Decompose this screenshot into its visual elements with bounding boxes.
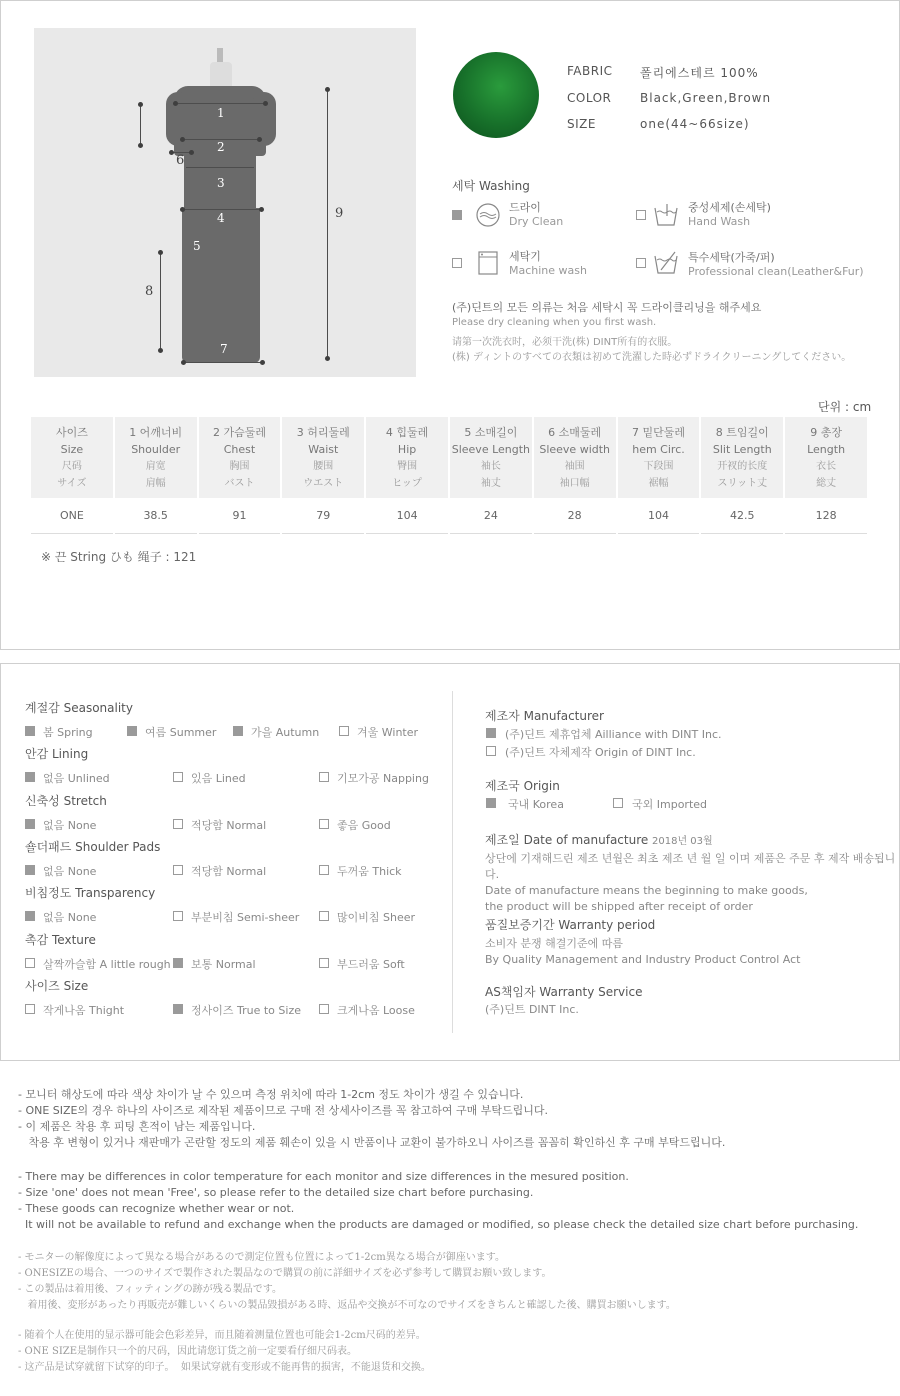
note-line: 着用後、変形があったり再販売が難しいくらいの製品毀損がある時、返品や交換が不可なのでサイズをきちんと確認した後、購買お願いします。	[18, 1300, 676, 1311]
date-value: 2018년 03월	[652, 836, 713, 847]
attribute-option-checkbox[interactable]	[25, 958, 35, 968]
attribute-option-checkbox[interactable]	[25, 726, 35, 736]
notes-zh	[18, 1328, 431, 1376]
attribute-option-checkbox[interactable]	[173, 819, 183, 829]
washing-note-en: Please dry cleaning when you first wash.	[452, 317, 657, 328]
attribute-option-checkbox[interactable]	[25, 1004, 35, 1014]
attribute-option-label: 기모가공 Napping	[337, 772, 429, 786]
cell-shoulder: 38.5	[115, 498, 197, 534]
attribute-option-label: 없음 None	[43, 911, 97, 925]
note-line: - 随着个人在使用的显示器可能会色彩差异，而且随着测量位置也可能会1-2cm尺码的差异。	[18, 1330, 426, 1341]
measure-dot	[158, 348, 163, 353]
attribute-option-checkbox[interactable]	[319, 1004, 329, 1014]
attribute-option-label: 없음 None	[43, 864, 97, 878]
size-info-panel	[0, 0, 900, 650]
warranty-title: 품질보증기간 Warranty period	[485, 918, 656, 932]
attribute-option-label: 적당함 Normal	[191, 864, 267, 878]
dry-clean-label	[509, 201, 563, 229]
date-line-en-2: the product will be shipped after receipt of order	[485, 900, 753, 913]
cell-chest: 91	[199, 498, 281, 534]
header-waist: 3 허리둘레 Waist 腰围 ウエスト	[282, 417, 364, 498]
washing-note-zh: 请第一次洗衣时，必须干洗(株) DINT所有的衣服。	[452, 337, 678, 348]
attribute-option-label: 있음 Lined	[191, 772, 246, 786]
washing-note-ja: (株) ディントのすべての衣類は初めて洗濯した時必ずドライクリーニングしてください。	[452, 352, 852, 363]
cell-hip: 104	[366, 498, 448, 534]
washing-title: 세탁 Washing	[452, 179, 530, 193]
attribute-option-checkbox[interactable]	[173, 865, 183, 875]
measure-dot	[169, 150, 174, 155]
attribute-option-label: 정사이즈 True to Size	[191, 1003, 301, 1017]
attribute-option-checkbox[interactable]	[319, 772, 329, 782]
attribute-option-checkbox[interactable]	[173, 1004, 183, 1014]
measure-number-2: 2	[217, 140, 225, 154]
attribute-title: 안감 Lining	[25, 747, 89, 762]
measure-dot	[181, 360, 186, 365]
header-hem: 7 밑단둘레 hem Circ. 下段围 裾幅	[618, 417, 700, 498]
note-line: - These goods can recognize whether wear or not.	[18, 1202, 295, 1215]
measure-dot	[158, 250, 163, 255]
measure-number-9: 9	[335, 206, 344, 221]
note-line: - ONE SIZE의 경우 하나의 사이즈로 제작된 제품이므로 구매 전 상세사이즈를 꼭 참고하여 구매 부탁드립니다.	[18, 1104, 549, 1117]
note-line: - 모니터 해상도에 따라 색상 차이가 날 수 있으며 측정 위치에 따라 1-2cm 정도 차이가 생길 수 있습니다.	[18, 1088, 524, 1101]
measure-line-hip	[182, 209, 262, 210]
dress-sleeve-left	[166, 92, 190, 146]
origin-korea-label: 국내 Korea	[508, 798, 564, 811]
note-line: - この製品は着用後、フィッティングの跡が残る製品です。	[18, 1284, 282, 1295]
measure-dot	[325, 356, 330, 361]
warranty-line-en: By Quality Management and Industry Product Control Act	[485, 953, 801, 966]
attribute-option-checkbox[interactable]	[25, 772, 35, 782]
note-line: - There may be differences in color temperature for each monitor and size differences in the mesured position.	[18, 1170, 629, 1183]
manufacturer-title: 제조자 Manufacturer	[485, 709, 604, 723]
hand-wash-checkbox[interactable]	[636, 210, 646, 220]
manufacturer-alliance-checkbox[interactable]	[486, 728, 496, 738]
hand-wash-label	[688, 201, 771, 229]
unit-label: 단위 : cm	[818, 400, 872, 414]
fabric-value: 폴리에스테르 100%	[640, 66, 759, 80]
size-table	[29, 417, 869, 534]
measure-line-length	[327, 90, 328, 360]
table-row	[31, 498, 867, 534]
cell-length: 128	[785, 498, 867, 534]
attribute-option-checkbox[interactable]	[319, 819, 329, 829]
service-title: AS책임자 Warranty Service	[485, 985, 643, 999]
fabric-label: FABRIC	[567, 64, 613, 78]
measure-dot	[259, 207, 264, 212]
origin-imported-checkbox[interactable]	[613, 798, 623, 808]
attribute-option-label: 작게나옴 Thight	[43, 1003, 125, 1017]
note-line: - ONESIZEの場合、一つのサイズで製作された製品なので購買の前に詳細サイズを必ず参考して購買お願い致します。	[18, 1268, 552, 1279]
note-line: 착용 후 변형이 있거나 재판매가 곤란할 정도의 제품 훼손이 있을 시 반품이나 교환이 불가하오니 사이즈를 꼼꼼히 확인하신 후 구매 부탁드립니다.	[18, 1136, 726, 1149]
measure-dot	[260, 360, 265, 365]
measure-number-3: 3	[217, 176, 225, 190]
attribute-option-label: 많이비침 Sheer	[337, 911, 416, 925]
cell-sleeve-length: 24	[450, 498, 532, 534]
measure-line-shoulder	[176, 103, 266, 104]
size-table-header-row	[31, 417, 867, 498]
attribute-option-label: 보통 Normal	[191, 957, 256, 971]
note-line: It will not be available to refund and exchange when the products are damaged or modified, so please check the detailed size chart before purchasing.	[18, 1218, 859, 1231]
color-value: Black,Green,Brown	[640, 91, 772, 105]
dry-clean-checkbox[interactable]	[452, 210, 462, 220]
attribute-option-checkbox[interactable]	[319, 865, 329, 875]
professional-clean-checkbox[interactable]	[636, 258, 646, 268]
attribute-title: 비침정도 Transparency	[25, 886, 156, 901]
measure-number-4: 4	[217, 211, 225, 225]
measure-number-7: 7	[220, 342, 228, 356]
washing-note-ko: (주)딘트의 모든 의류는 처음 세탁시 꼭 드라이클리닝을 해주세요	[452, 301, 762, 314]
service-description	[485, 1002, 579, 1018]
attribute-option-checkbox[interactable]	[25, 911, 35, 921]
machine-wash-checkbox[interactable]	[452, 258, 462, 268]
measure-dot	[173, 101, 178, 106]
attribute-option-checkbox[interactable]	[173, 958, 183, 968]
service-line: (주)딘트 DINT Inc.	[485, 1003, 579, 1016]
hand-wash-icon	[653, 202, 679, 228]
attribute-option-label: 없음 None	[43, 818, 97, 832]
attribute-option-label: 겨울 Winter	[357, 726, 419, 739]
note-line: - ONE SIZE是制作只一个的尺码，因此请您订货之前一定要看仔细尺码表。	[18, 1346, 358, 1357]
column-divider	[452, 691, 453, 1033]
date-title: 제조일 Date of manufacture	[485, 833, 649, 847]
product-attributes-panel	[0, 663, 900, 1061]
attribute-option-checkbox[interactable]	[319, 958, 329, 968]
machine-wash-label	[509, 250, 587, 278]
attribute-option-label: 여름 Summer	[145, 726, 217, 739]
measure-dot	[138, 102, 143, 107]
professional-clean-label	[688, 251, 864, 279]
attribute-option-checkbox[interactable]	[173, 772, 183, 782]
cell-slit: 42.5	[701, 498, 783, 534]
dry-clean-ko: 드라이	[509, 201, 541, 214]
date-description	[485, 851, 899, 915]
attribute-title: 촉감 Texture	[25, 932, 96, 947]
color-label: COLOR	[567, 91, 612, 105]
size-value: one(44~66size)	[640, 117, 750, 131]
manufacturer-origin-checkbox[interactable]	[486, 746, 496, 756]
header-chest: 2 가슴둘레 Chest 胸围 バスト	[199, 417, 281, 498]
hand-wash-ko: 중성세제(손세탁)	[688, 201, 771, 214]
origin-imported-label: 국외 Imported	[632, 798, 708, 811]
header-size: 사이즈 Size 尺码 サイズ	[31, 417, 113, 498]
manufacturer-origin-label: (주)딘트 자체제작 Origin of DINT Inc.	[505, 746, 696, 759]
notes-ja	[18, 1250, 676, 1314]
measure-line-sleeve-length	[140, 104, 141, 146]
measure-line-slit	[160, 253, 161, 351]
measure-dot	[138, 143, 143, 148]
note-line: - モニターの解像度によって異なる場合があるので測定位置も位置によって1-2cm異なる場合が御座います。	[18, 1252, 505, 1263]
dry-clean-icon	[475, 202, 501, 228]
machine-wash-ko: 세탁기	[509, 250, 541, 263]
measure-dot	[263, 101, 268, 106]
professional-clean-icon	[653, 250, 679, 276]
cell-waist: 79	[282, 498, 364, 534]
attribute-title: 신축성 Stretch	[25, 793, 107, 808]
header-hip: 4 힙둘레 Hip 臀围 ヒップ	[366, 417, 448, 498]
date-line-en-1: Date of manufacture means the beginning to make goods,	[485, 884, 808, 897]
dress-measurement-figure	[34, 28, 416, 377]
cell-sleeve-width: 28	[534, 498, 616, 534]
notes-ko	[18, 1087, 725, 1151]
dress-skirt	[182, 208, 260, 363]
attribute-option-label: 부드러움 Soft	[337, 957, 405, 971]
machine-wash-icon	[475, 250, 501, 276]
attribute-option-label: 살짝까슬함 A little rough	[43, 957, 171, 971]
attribute-option-checkbox[interactable]	[319, 911, 329, 921]
attribute-option-checkbox[interactable]	[25, 819, 35, 829]
header-sleeve-length: 5 소매길이 Sleeve Length 袖长 袖丈	[450, 417, 532, 498]
attribute-title: 사이즈 Size	[25, 978, 89, 993]
measure-dot	[180, 207, 185, 212]
warranty-description	[485, 936, 800, 968]
attribute-option-label: 봄 Spring	[43, 726, 93, 739]
attribute-option-label: 없음 Unlined	[43, 772, 110, 786]
attribute-title: 숄더패드 Shoulder Pads	[25, 839, 161, 854]
cell-hem: 104	[618, 498, 700, 534]
hand-wash-en: Hand Wash	[688, 215, 751, 228]
measure-line-waist	[186, 167, 254, 168]
warranty-line-ko: 소비자 분쟁 해결기준에 따름	[485, 937, 624, 950]
measure-dot	[189, 150, 194, 155]
date-line-ko: 상단에 기재해드린 제조 년월은 최초 제조 년 월 일 이며 제품은 주문 후 제작 배송됩니다.	[485, 852, 896, 881]
string-length-note: ※ 끈 String ひも 绳子 : 121	[41, 550, 197, 564]
measure-number-5: 5	[193, 239, 201, 253]
attribute-option-label: 부분비침 Semi-sheer	[191, 911, 300, 925]
measure-number-1: 1	[217, 106, 225, 120]
cell-size: ONE	[31, 498, 113, 534]
attribute-option-checkbox[interactable]	[25, 865, 35, 875]
attribute-option-label: 크게나옴 Loose	[337, 1003, 415, 1017]
measure-line-hem	[184, 362, 262, 363]
attribute-option-label: 좋음 Good	[337, 818, 391, 832]
attribute-option-checkbox[interactable]	[127, 726, 137, 736]
measure-dot	[257, 137, 262, 142]
attribute-option-label: 적당함 Normal	[191, 818, 267, 832]
professional-clean-ko: 특수세탁(가죽/퍼)	[688, 251, 775, 264]
attribute-option-checkbox[interactable]	[339, 726, 349, 736]
attribute-option-label: 가을 Autumn	[251, 726, 320, 739]
origin-title: 제조국 Origin	[485, 779, 560, 793]
measure-number-6: 6	[176, 153, 185, 168]
fabric-swatch	[453, 52, 539, 138]
note-line: - 이 제품은 착용 후 피팅 흔적이 남는 제품입니다.	[18, 1120, 256, 1133]
note-line: - 这产品是试穿就留下试穿的印子。 如果试穿就有变形或不能再售的损害，不能退货和交换。	[18, 1362, 431, 1373]
header-shoulder: 1 어깨너비 Shoulder 肩宽 肩幅	[115, 417, 197, 498]
measure-number-8: 8	[145, 284, 154, 299]
machine-wash-en: Machine wash	[509, 264, 587, 277]
header-length: 9 총장 Length 衣长 総丈	[785, 417, 867, 498]
manufacturer-alliance-label: (주)딘트 제휴업체 Ailliance with DINT Inc.	[505, 728, 722, 741]
dry-clean-en: Dry Clean	[509, 215, 564, 228]
attribute-option-checkbox[interactable]	[173, 911, 183, 921]
note-line: - Size 'one' does not mean 'Free', so please refer to the detailed size chart before purchasing.	[18, 1186, 534, 1199]
size-label: SIZE	[567, 117, 596, 131]
attribute-option-label: 두꺼움 Thick	[337, 864, 402, 878]
notes-en	[18, 1169, 858, 1233]
professional-clean-en: Professional clean(Leather&Fur)	[688, 265, 864, 278]
measure-dot	[325, 87, 330, 92]
measure-dot	[180, 137, 185, 142]
attribute-option-checkbox[interactable]	[233, 726, 243, 736]
origin-korea-checkbox[interactable]	[486, 798, 496, 808]
header-sleeve-width: 6 소매둘레 Sleeve width 袖围 袖口幅	[534, 417, 616, 498]
attribute-title: 계절감 Seasonality	[25, 701, 133, 715]
header-slit: 8 트임길이 Slit Length 开衩的长度 スリット丈	[701, 417, 783, 498]
